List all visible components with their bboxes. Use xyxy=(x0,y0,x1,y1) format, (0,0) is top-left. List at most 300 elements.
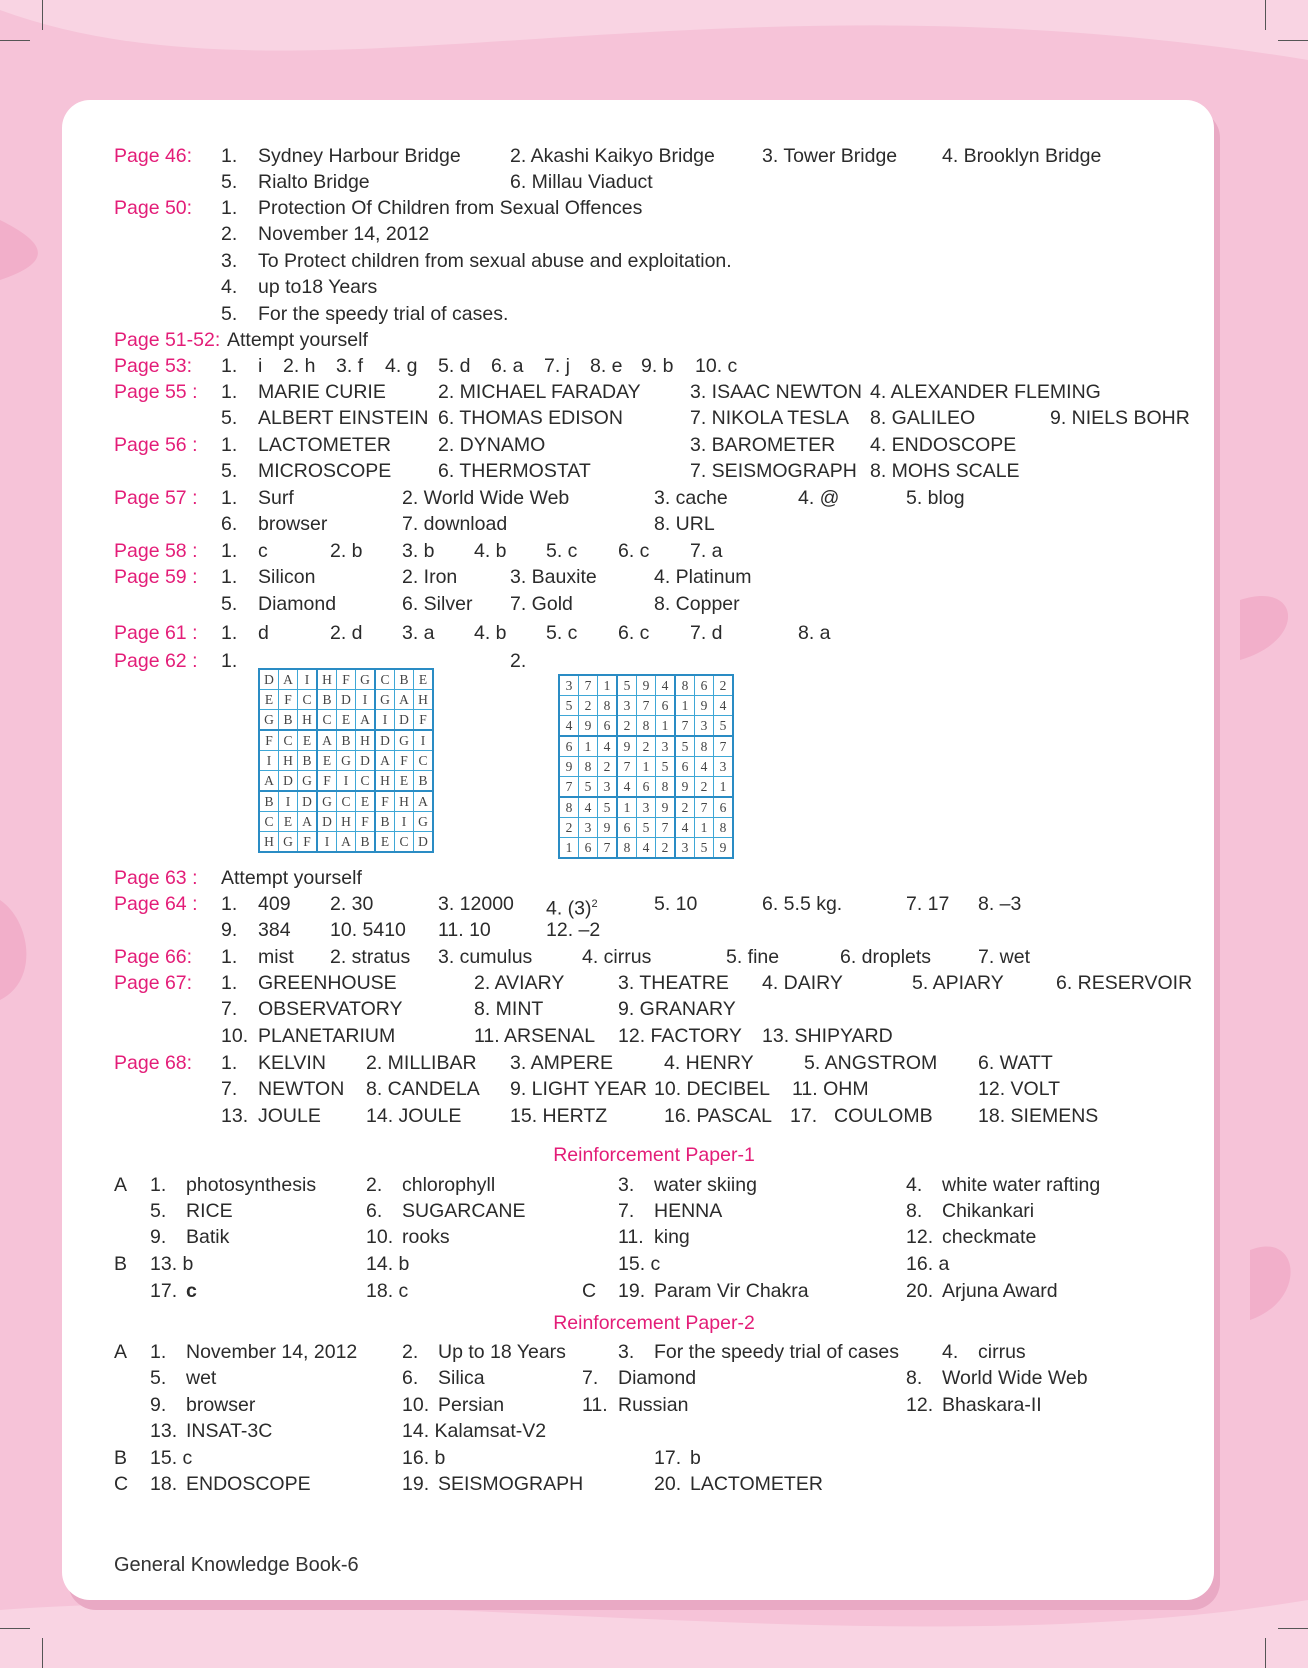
answer-item: 3. cumulus xyxy=(438,946,533,968)
answer-item: 9. xyxy=(150,1394,167,1416)
grid-cell: G xyxy=(414,812,434,832)
grid-cell: B xyxy=(298,751,318,771)
grid-cell: 3 xyxy=(695,716,714,737)
answer-item: 8. e xyxy=(590,355,623,377)
answer-item: 10. xyxy=(366,1226,394,1248)
grid-cell: 5 xyxy=(714,716,734,737)
answer-item: 7. SEISMOGRAPH xyxy=(690,460,857,482)
grid-cell: H xyxy=(259,832,279,853)
grid-cell: D xyxy=(317,812,337,832)
answer-item: MICROSCOPE xyxy=(258,460,392,482)
answer-item: 5. xyxy=(150,1200,167,1222)
answer-item: 8. Copper xyxy=(654,593,740,615)
grid-cell: 9 xyxy=(656,797,676,818)
answer-item: Sydney Harbour Bridge xyxy=(258,145,461,167)
grid-cell: D xyxy=(395,710,414,731)
answer-item: king xyxy=(654,1226,690,1248)
grid-row xyxy=(559,696,733,716)
answer-item: 5. xyxy=(221,171,238,193)
crop-mark xyxy=(1265,0,1266,30)
answer-item: 3. a xyxy=(402,622,435,644)
grid-cell: A xyxy=(414,791,434,812)
grid-cell: 5 xyxy=(598,797,618,818)
answer-item: 2. xyxy=(510,650,527,672)
grid-cell: 4 xyxy=(656,675,676,696)
grid-cell: 4 xyxy=(579,797,598,818)
crop-mark xyxy=(0,1628,30,1629)
answer-item: 4. b xyxy=(474,540,507,562)
answer-item: 7. a xyxy=(690,540,723,562)
page-label: Page 59 : xyxy=(114,566,198,588)
answer-item: 1. xyxy=(150,1174,167,1196)
grid-row xyxy=(559,777,733,798)
answer-item: Russian xyxy=(618,1394,689,1416)
answer-item: 2. MICHAEL FARADAY xyxy=(438,381,641,403)
answer-item: 7. 17 xyxy=(906,893,950,915)
answer-item: C xyxy=(582,1280,597,1302)
grid-cell: 3 xyxy=(637,797,656,818)
answer-item: For the speedy trial of cases. xyxy=(258,303,509,325)
page-label: Page 53: xyxy=(114,355,193,377)
answer-item: 2. Akashi Kaikyo Bridge xyxy=(510,145,715,167)
answer-item: 2. h xyxy=(283,355,316,377)
answer-item: 3. ISAAC NEWTON xyxy=(690,381,862,403)
answer-item: 6. 5.5 kg. xyxy=(762,893,843,915)
grid-cell: E xyxy=(375,832,395,853)
answer-item: 3. THEATRE xyxy=(618,972,729,994)
answer-item: 7. xyxy=(221,998,238,1020)
answer-item: 14. JOULE xyxy=(366,1105,462,1127)
grid-cell: 7 xyxy=(656,818,676,838)
grid-cell: 5 xyxy=(579,777,598,798)
answer-item: November 14, 2012 xyxy=(258,223,430,245)
grid-cell: D xyxy=(356,751,376,771)
answer-item: 1. xyxy=(221,197,238,219)
answer-item: 6. xyxy=(402,1367,419,1389)
grid-cell: 3 xyxy=(617,696,637,716)
grid-row xyxy=(559,736,733,757)
page-label: Page 68: xyxy=(114,1052,193,1074)
answer-item: 12. –2 xyxy=(546,919,601,941)
answer-item: 3. cache xyxy=(654,487,728,509)
grid-cell: 4 xyxy=(617,777,637,798)
answer-item: Attempt yourself xyxy=(227,329,368,351)
answer-item: 3. AMPERE xyxy=(510,1052,613,1074)
answer-item: Chikankari xyxy=(942,1200,1035,1222)
grid-row xyxy=(259,751,433,771)
grid-cell: 6 xyxy=(656,696,676,716)
grid-cell: D xyxy=(259,669,279,690)
page-label: Page 61 : xyxy=(114,622,198,644)
answer-item: 11. 10 xyxy=(438,919,491,941)
page-label: Page 56 : xyxy=(114,434,198,456)
answer-item: Rialto Bridge xyxy=(258,171,370,193)
answer-item: 18. SIEMENS xyxy=(978,1105,1099,1127)
answer-item: 3. xyxy=(221,250,238,272)
grid-cell: F xyxy=(375,791,395,812)
answer-item: 1. xyxy=(221,622,238,644)
answer-item: 2. World Wide Web xyxy=(402,487,570,509)
grid-cell: F xyxy=(337,669,356,690)
sudoku-letter-grid xyxy=(258,668,434,853)
answer-item: 8. –3 xyxy=(978,893,1022,915)
answer-item: B xyxy=(114,1253,128,1275)
answer-item: Diamond xyxy=(258,593,337,615)
answer-item: 4. cirrus xyxy=(582,946,652,968)
answer-item: 20. xyxy=(906,1280,934,1302)
grid-cell: 5 xyxy=(695,838,714,859)
grid-cell: E xyxy=(395,771,414,792)
page-label: Page 64 : xyxy=(114,893,198,915)
grid-cell: 7 xyxy=(559,777,579,798)
answer-item: 1. xyxy=(221,893,238,915)
grid-cell: 3 xyxy=(559,675,579,696)
answer-item: 16. PASCAL xyxy=(664,1105,773,1127)
answer-item: 9. b xyxy=(641,355,674,377)
grid-cell: F xyxy=(298,832,318,853)
grid-cell: C xyxy=(279,730,298,751)
answer-item: LACTOMETER xyxy=(690,1473,823,1495)
answer-item: 4. Brooklyn Bridge xyxy=(942,145,1102,167)
answer-item: 5. xyxy=(221,407,238,429)
answer-item: 10. xyxy=(402,1394,430,1416)
answer-item: 5. xyxy=(150,1367,167,1389)
answer-item: 11. ARSENAL xyxy=(474,1025,596,1047)
answer-item: 1. xyxy=(221,355,238,377)
grid-cell: 8 xyxy=(598,696,618,716)
answer-item: 1. xyxy=(150,1341,167,1363)
answer-item: 4. Platinum xyxy=(654,566,752,588)
grid-cell: H xyxy=(298,710,318,731)
page-label: Page 62 : xyxy=(114,650,198,672)
grid-cell: 3 xyxy=(579,818,598,838)
grid-row xyxy=(559,818,733,838)
grid-row xyxy=(259,771,433,792)
grid-cell: A xyxy=(298,812,318,832)
answer-item: 7. xyxy=(582,1367,599,1389)
answer-item: 2. AVIARY xyxy=(474,972,565,994)
grid-cell: C xyxy=(337,791,356,812)
answer-item: 6. c xyxy=(618,540,650,562)
answer-item: 11. xyxy=(618,1226,644,1248)
answer-item: A xyxy=(114,1174,128,1196)
grid-cell: E xyxy=(337,710,356,731)
page-label: Page 55 : xyxy=(114,381,198,403)
answer-item: 5. c xyxy=(546,540,578,562)
answer-item: 5. xyxy=(221,460,238,482)
answer-item: INSAT-3C xyxy=(186,1420,273,1442)
grid-cell: D xyxy=(298,791,318,812)
answer-item: 2. Iron xyxy=(402,566,458,588)
answer-item: 14. b xyxy=(366,1253,410,1275)
grid-cell: 9 xyxy=(617,736,637,757)
answer-item: 9. xyxy=(150,1226,167,1248)
footer-book-title: General Knowledge Book-6 xyxy=(114,1554,359,1576)
grid-cell: D xyxy=(414,832,434,853)
answer-item: 4. b xyxy=(474,622,507,644)
grid-cell: 2 xyxy=(579,696,598,716)
answer-item: SEISMOGRAPH xyxy=(438,1473,584,1495)
answer-item: rooks xyxy=(402,1226,450,1248)
grid-cell: 6 xyxy=(637,777,656,798)
grid-cell: B xyxy=(395,669,414,690)
grid-cell: F xyxy=(356,812,376,832)
answer-item: 15. c xyxy=(618,1253,661,1275)
answer-item: 2. xyxy=(402,1341,419,1363)
grid-cell: 8 xyxy=(695,736,714,757)
answer-item: 3. xyxy=(618,1341,635,1363)
answer-item: HENNA xyxy=(654,1200,723,1222)
answer-item: 8. a xyxy=(798,622,831,644)
answer-item: 1. xyxy=(221,540,238,562)
grid-cell: 2 xyxy=(714,675,734,696)
answer-item: 6. xyxy=(366,1200,383,1222)
grid-row xyxy=(559,716,733,737)
answer-item: 8. URL xyxy=(654,513,715,535)
answer-item: Up to 18 Years xyxy=(438,1341,566,1363)
grid-cell: 1 xyxy=(598,675,618,696)
answer-item: 1. xyxy=(221,1052,238,1074)
grid-cell: 1 xyxy=(714,777,734,798)
answer-item: i xyxy=(258,355,263,377)
grid-cell: 6 xyxy=(617,818,637,838)
answer-item: up to18 Years xyxy=(258,276,378,298)
grid-row xyxy=(259,832,433,853)
answer-item: 8. xyxy=(906,1200,923,1222)
answer-item: 12. xyxy=(906,1394,934,1416)
answer-item: 2. d xyxy=(330,622,363,644)
reinforcement-paper-title: Reinforcement Paper-1 xyxy=(553,1144,755,1166)
answer-item: 1. xyxy=(221,487,238,509)
answer-item: 6. Millau Viaduct xyxy=(510,171,653,193)
page-label: Page 58 : xyxy=(114,540,198,562)
grid-cell: 5 xyxy=(559,696,579,716)
grid-row xyxy=(259,669,433,690)
grid-cell: A xyxy=(317,730,337,751)
answer-item: Silica xyxy=(438,1367,485,1389)
grid-cell: 8 xyxy=(637,716,656,737)
grid-cell: 3 xyxy=(675,838,695,859)
answer-item: 2. 30 xyxy=(330,893,374,915)
grid-cell: H xyxy=(337,812,356,832)
answer-item: 17. xyxy=(654,1447,682,1469)
grid-cell: E xyxy=(298,730,318,751)
grid-cell: I xyxy=(337,771,356,792)
grid-cell: 2 xyxy=(617,716,637,737)
answer-item: 1. xyxy=(221,381,238,403)
grid-cell: 2 xyxy=(656,838,676,859)
answer-item: 4. xyxy=(906,1174,923,1196)
grid-cell: 5 xyxy=(637,818,656,838)
answer-item: 2. DYNAMO xyxy=(438,434,546,456)
answer-item: 5. ANGSTROM xyxy=(804,1052,938,1074)
answer-item: World Wide Web xyxy=(942,1367,1088,1389)
answer-item: 2. MILLIBAR xyxy=(366,1052,477,1074)
grid-cell: H xyxy=(279,751,298,771)
answer-item: 10. 5410 xyxy=(330,919,406,941)
answer-item: 2. stratus xyxy=(330,946,411,968)
grid-cell: 6 xyxy=(579,838,598,859)
grid-cell: 4 xyxy=(695,757,714,777)
answer-item: 384 xyxy=(258,919,291,941)
answer-item: PLANETARIUM xyxy=(258,1025,396,1047)
answer-item: 4. DAIRY xyxy=(762,972,843,994)
answer-item: 8. GALILEO xyxy=(870,407,976,429)
grid-cell: 4 xyxy=(598,736,618,757)
answer-item: 3. xyxy=(618,1174,635,1196)
grid-cell: I xyxy=(279,791,298,812)
answer-item: JOULE xyxy=(258,1105,321,1127)
grid-cell: C xyxy=(298,690,318,710)
answer-item: 2. b xyxy=(330,540,363,562)
grid-cell: A xyxy=(395,690,414,710)
answer-item: Arjuna Award xyxy=(942,1280,1058,1302)
crop-mark xyxy=(42,0,43,30)
answer-item: 10. c xyxy=(695,355,738,377)
grid-cell: 2 xyxy=(675,797,695,818)
page-label: Page 46: xyxy=(114,145,193,167)
page-label: Page 50: xyxy=(114,197,193,219)
page-label: Page 63 : xyxy=(114,867,198,889)
answer-item: 6. c xyxy=(618,622,650,644)
answer-item: 6. WATT xyxy=(978,1052,1053,1074)
answer-item: 4. $(3)^2$ xyxy=(546,897,598,920)
grid-cell: 3 xyxy=(656,736,676,757)
answer-item: MARIE CURIE xyxy=(258,381,386,403)
grid-cell: E xyxy=(317,751,337,771)
answer-item: c xyxy=(258,540,268,562)
answer-item: 17. xyxy=(790,1105,818,1127)
grid-cell: 9 xyxy=(579,716,598,737)
answer-item: 6. THERMOSTAT xyxy=(438,460,591,482)
answer-item: ALBERT EINSTEIN xyxy=(258,407,429,429)
grid-cell: I xyxy=(317,832,337,853)
answer-item: 8. MOHS SCALE xyxy=(870,460,1020,482)
grid-cell: 3 xyxy=(714,757,734,777)
grid-cell: 4 xyxy=(675,818,695,838)
grid-cell: 1 xyxy=(656,716,676,737)
answer-item: wet xyxy=(186,1367,217,1389)
answer-item: GREENHOUSE xyxy=(258,972,397,994)
answer-item: 7. NIKOLA TESLA xyxy=(690,407,849,429)
answer-item: 4. xyxy=(942,1341,959,1363)
answer-item: 6. Silver xyxy=(402,593,473,615)
grid-cell: E xyxy=(279,812,298,832)
answer-item: 1. xyxy=(221,566,238,588)
answer-item: 7. download xyxy=(402,513,508,535)
answer-item: 11. xyxy=(582,1394,608,1416)
grid-cell: G xyxy=(337,751,356,771)
crop-mark xyxy=(1278,40,1308,41)
grid-cell: G xyxy=(395,730,414,751)
answer-item: B xyxy=(114,1447,128,1469)
answer-item: For the speedy trial of cases xyxy=(654,1341,899,1363)
answer-item: 20. xyxy=(654,1473,682,1495)
grid-cell: 1 xyxy=(617,797,637,818)
answer-item: 2. xyxy=(366,1174,383,1196)
grid-cell: 8 xyxy=(617,838,637,859)
crop-mark xyxy=(42,1638,43,1668)
answer-item: white water rafting xyxy=(942,1174,1101,1196)
answer-item: water skiing xyxy=(654,1174,757,1196)
grid-cell: 7 xyxy=(617,757,637,777)
grid-cell: 6 xyxy=(714,797,734,818)
grid-row xyxy=(259,710,433,731)
grid-cell: I xyxy=(414,730,434,751)
grid-cell: C xyxy=(395,832,414,853)
grid-cell: 1 xyxy=(579,736,598,757)
answer-item: 14. Kalamsat-V2 xyxy=(402,1420,547,1442)
grid-cell: 9 xyxy=(598,818,618,838)
answer-item: NEWTON xyxy=(258,1078,345,1100)
answer-item: 8. xyxy=(906,1367,923,1389)
grid-cell: G xyxy=(356,669,376,690)
crop-mark xyxy=(1278,1628,1308,1629)
answer-item: 8. CANDELA xyxy=(366,1078,480,1100)
grid-row xyxy=(559,838,733,859)
answer-item: 5. xyxy=(221,593,238,615)
answer-item: 9. LIGHT YEAR xyxy=(510,1078,647,1100)
grid-row xyxy=(259,812,433,832)
grid-cell: 9 xyxy=(695,696,714,716)
grid-cell: 5 xyxy=(675,736,695,757)
answer-item: 12. FACTORY xyxy=(618,1025,742,1047)
answer-item: 12. xyxy=(906,1226,934,1248)
grid-cell: A xyxy=(337,832,356,853)
grid-cell: 5 xyxy=(617,675,637,696)
grid-cell: 8 xyxy=(714,818,734,838)
grid-cell: B xyxy=(337,730,356,751)
answer-item: 4. ENDOSCOPE xyxy=(870,434,1017,456)
grid-cell: G xyxy=(259,710,279,731)
answer-item: KELVIN xyxy=(258,1052,326,1074)
grid-cell: 7 xyxy=(637,696,656,716)
answer-item: 11. OHM xyxy=(792,1078,869,1100)
grid-cell: 7 xyxy=(598,838,618,859)
grid-cell: G xyxy=(317,791,337,812)
grid-cell: A xyxy=(356,710,376,731)
answer-item: Protection Of Children from Sexual Offences xyxy=(258,197,643,219)
answer-item: 409 xyxy=(258,893,291,915)
grid-row xyxy=(559,797,733,818)
answer-item: 4. g xyxy=(385,355,418,377)
grid-cell: 2 xyxy=(598,757,618,777)
grid-cell: B xyxy=(356,832,376,853)
grid-row xyxy=(259,690,433,710)
answer-item: 1. xyxy=(221,946,238,968)
answer-item: 2. xyxy=(221,223,238,245)
grid-cell: 1 xyxy=(695,818,714,838)
grid-cell: D xyxy=(279,771,298,792)
answer-item: 6. a xyxy=(491,355,524,377)
answer-item: 4. xyxy=(221,276,238,298)
grid-row xyxy=(259,730,433,751)
grid-cell: H xyxy=(414,690,434,710)
grid-cell: 4 xyxy=(714,696,734,716)
grid-cell: 8 xyxy=(675,675,695,696)
grid-cell: 6 xyxy=(559,736,579,757)
answer-item: 1. xyxy=(221,650,238,672)
grid-cell: 9 xyxy=(675,777,695,798)
answer-item: 5. blog xyxy=(906,487,965,509)
grid-cell: C xyxy=(356,771,376,792)
grid-cell: 6 xyxy=(675,757,695,777)
grid-row xyxy=(559,675,733,696)
answer-item: browser xyxy=(186,1394,256,1416)
answer-item: 13. b xyxy=(150,1253,194,1275)
answer-item: 3. 12000 xyxy=(438,893,514,915)
grid-cell: C xyxy=(375,669,395,690)
